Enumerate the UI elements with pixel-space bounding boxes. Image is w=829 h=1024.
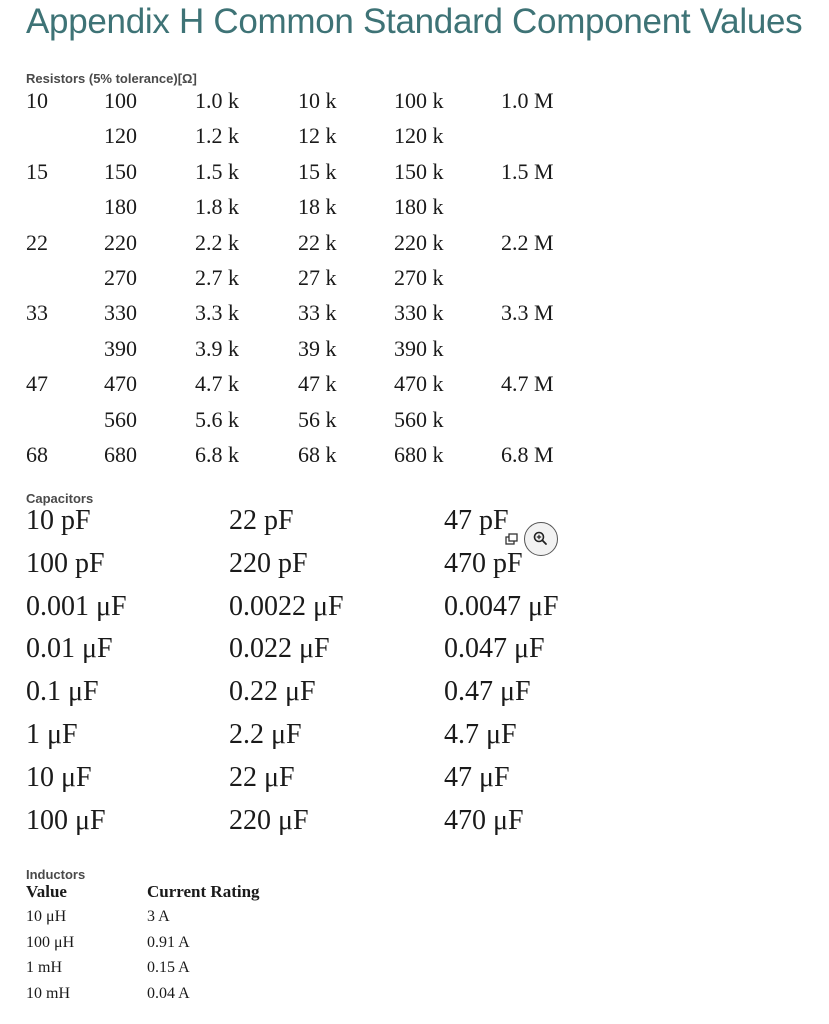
resistor-value: 1.0 k	[195, 88, 239, 113]
resistor-value: 10 k	[298, 88, 337, 113]
resistor-value: 1.5 k	[195, 159, 239, 184]
resistor-value: 1.0 M	[501, 88, 554, 113]
resistor-value: 68	[26, 442, 48, 467]
resistor-value: 470	[104, 371, 137, 396]
resistor-value: 390	[104, 336, 137, 361]
capacitor-value: 220 μF	[229, 805, 309, 836]
capacitor-value: 0.22 μF	[229, 676, 316, 707]
resistor-value: 100 k	[394, 88, 444, 113]
capacitor-value: 220 pF	[229, 548, 308, 579]
resistor-value: 180 k	[394, 194, 444, 219]
resistor-value: 6.8 M	[501, 442, 554, 467]
resistor-value: 220	[104, 230, 137, 255]
resistors-label: Resistors (5% tolerance)[Ω]	[26, 71, 197, 86]
capacitor-value: 0.047 μF	[444, 633, 545, 664]
zoom-in-icon	[525, 523, 557, 554]
resistor-value: 56 k	[298, 407, 337, 432]
resistor-value: 3.9 k	[195, 336, 239, 361]
capacitor-value: 0.0022 μF	[229, 591, 344, 622]
capacitor-value: 47 μF	[444, 762, 510, 793]
resistor-value: 33 k	[298, 300, 337, 325]
capacitor-value: 4.7 μF	[444, 719, 517, 750]
capacitor-value: 10 pF	[26, 505, 91, 536]
capacitor-value: 0.1 μF	[26, 676, 99, 707]
capacitor-value: 100 μF	[26, 805, 106, 836]
resistor-value: 680	[104, 442, 137, 467]
resistor-value: 15	[26, 159, 48, 184]
resistor-value: 22	[26, 230, 48, 255]
resistor-value: 390 k	[394, 336, 444, 361]
inductor-column-header: Value	[26, 882, 67, 901]
inductor-column-header: Current Rating	[147, 882, 260, 901]
resistor-value: 680 k	[394, 442, 444, 467]
resistor-value: 120	[104, 123, 137, 148]
resistor-value: 1.5 M	[501, 159, 554, 184]
capacitor-value: 2.2 μF	[229, 719, 302, 750]
inductor-current-rating: 0.04 A	[147, 985, 190, 1002]
resistor-value: 470 k	[394, 371, 444, 396]
resistor-value: 270 k	[394, 265, 444, 290]
capacitor-value: 470 pF	[444, 548, 523, 579]
resistor-value: 39 k	[298, 336, 337, 361]
resistor-value: 12 k	[298, 123, 337, 148]
capacitor-value: 470 μF	[444, 805, 524, 836]
capacitors-label: Capacitors	[26, 491, 94, 506]
resistor-value: 68 k	[298, 442, 337, 467]
capacitor-value: 0.001 μF	[26, 591, 127, 622]
capacitor-value: 22 μF	[229, 762, 295, 793]
resistor-value: 18 k	[298, 194, 337, 219]
resistor-value: 22 k	[298, 230, 337, 255]
resistor-value: 2.7 k	[195, 265, 239, 290]
capacitor-value: 0.47 μF	[444, 676, 531, 707]
inductor-value: 10 μH	[26, 908, 67, 925]
resistor-value: 560	[104, 407, 137, 432]
resistor-value: 33	[26, 300, 48, 325]
resistor-value: 2.2 k	[195, 230, 239, 255]
resistor-value: 270	[104, 265, 137, 290]
resistor-value: 6.8 k	[195, 442, 239, 467]
resistor-value: 2.2 M	[501, 230, 554, 255]
resistor-value: 560 k	[394, 407, 444, 432]
resistor-value: 47	[26, 371, 48, 396]
inductor-value: 1 mH	[26, 959, 62, 976]
resistor-value: 10	[26, 88, 48, 113]
resistor-value: 150	[104, 159, 137, 184]
inductor-current-rating: 0.91 A	[147, 934, 190, 951]
resistor-value: 15 k	[298, 159, 337, 184]
resistor-value: 330 k	[394, 300, 444, 325]
resistor-value: 100	[104, 88, 137, 113]
page-title: Appendix H Common Standard Component Values	[26, 2, 803, 41]
capacitor-value: 0.0047 μF	[444, 591, 559, 622]
resistor-value: 330	[104, 300, 137, 325]
inductor-current-rating: 3 A	[147, 908, 170, 925]
inductor-value: 10 mH	[26, 985, 70, 1002]
resistor-value: 4.7 M	[501, 371, 554, 396]
capacitor-value: 10 μF	[26, 762, 92, 793]
capacitor-value: 0.01 μF	[26, 633, 113, 664]
resistor-value: 5.6 k	[195, 407, 239, 432]
resistor-value: 1.8 k	[195, 194, 239, 219]
resistor-value: 1.2 k	[195, 123, 239, 148]
resistor-value: 3.3 M	[501, 300, 554, 325]
resistor-value: 27 k	[298, 265, 337, 290]
capacitor-value: 47 pF	[444, 505, 509, 536]
resistor-value: 47 k	[298, 371, 337, 396]
resistor-value: 150 k	[394, 159, 444, 184]
copy-icon[interactable]	[505, 532, 519, 546]
capacitor-value: 1 μF	[26, 719, 78, 750]
capacitor-value: 0.022 μF	[229, 633, 330, 664]
resistor-value: 180	[104, 194, 137, 219]
image-tools	[505, 522, 561, 558]
resistor-value: 220 k	[394, 230, 444, 255]
capacitor-value: 22 pF	[229, 505, 294, 536]
inductor-value: 100 μH	[26, 934, 75, 951]
inductor-current-rating: 0.15 A	[147, 959, 190, 976]
inductors-label: Inductors	[26, 867, 86, 882]
resistor-value: 120 k	[394, 123, 444, 148]
zoom-button[interactable]	[524, 522, 558, 556]
resistor-value: 4.7 k	[195, 371, 239, 396]
resistor-value: 3.3 k	[195, 300, 239, 325]
capacitor-value: 100 pF	[26, 548, 105, 579]
